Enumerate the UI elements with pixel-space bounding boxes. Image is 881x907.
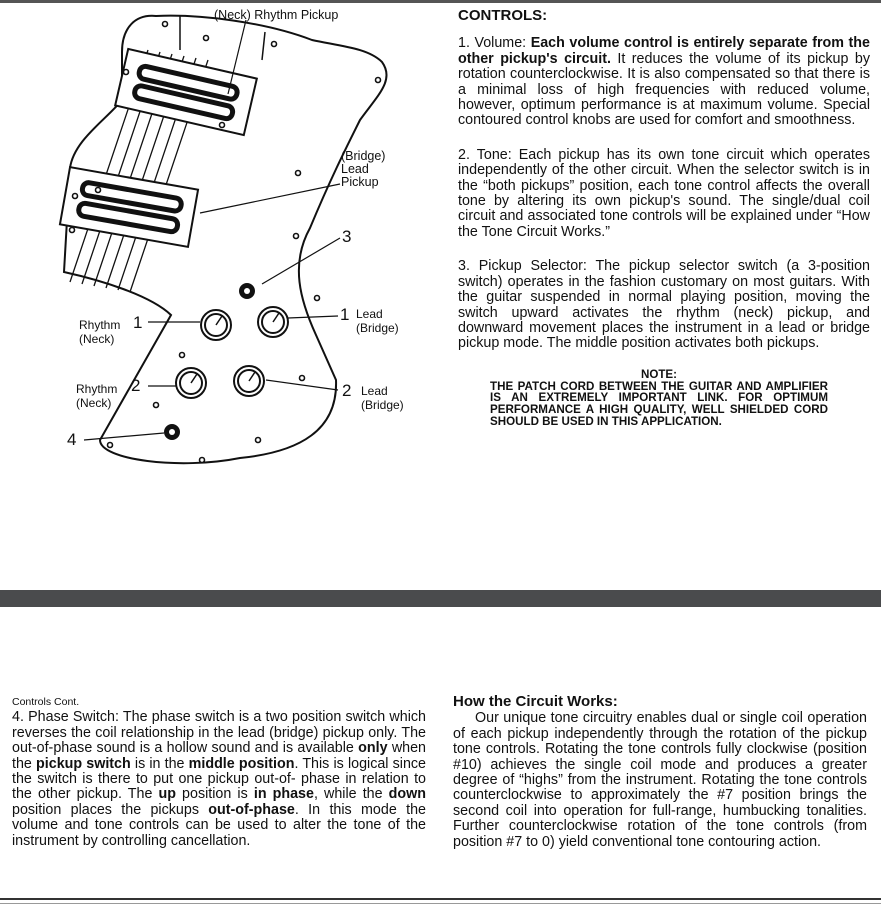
callout-2-left: 2 (131, 376, 141, 395)
callout-3: 3 (342, 227, 352, 246)
bottom-rule (0, 898, 881, 900)
controls-cont-heading: Controls Cont. (12, 696, 80, 708)
callout-rhythm-volume-label: Rhythm (Neck) (79, 318, 121, 346)
pickup-selector-paragraph: 3. Pickup Selector: The pickup selector switch (a 3-position switch) operates in the fashion customary on most guitars. With the guitar suspended in normal playing position, moving the switch upward activates the rhythm (neck) pickup, and downward movement places the instrument in a lead or bridge pickup mode. The middle position activates both pickups. (458, 258, 870, 352)
volume-paragraph: 1. Volume: Each volume control is entirely separate from the other pickup's circuit. It reduces the volume of its pickup by rotation counterclockwise. It is also compensated so that there is a minimal loss of high frequencies with reduced volume, however, optimum performance is at maximum volume. Special contoured control knobs are used for comfort and smoothness. (458, 35, 870, 129)
how-circuit-heading: How the Circuit Works: (453, 693, 618, 710)
tone-paragraph: 2. Tone: Each pickup has its own tone circuit which operates independently of the other circuit. When the selector switch is in the “both pickups” position, each tone control affects the overall tone by altering its own pickup's sound. The single/dual coil circuit and associated tone controls will be explained under “How the Tone Circuit Works.” (458, 146, 870, 240)
how-circuit-paragraph: Our unique tone circuitry enables dual or single coil operation of each pickup independently through the rotation of the pickup tone controls. Rotating the tone controls fully clockwise (position #10) achieves the single coil mode and produces a greater degree of “highs” from the instrument. Rotating the tone controls counterclockwise to approximately the #7 position brings the second coil into operation for full-range, humbucking tonalities. Further counterclockwise rotation of the tone controls (from position #7 to 0) yield conventional tone contouring action. (453, 710, 867, 850)
control-knobs (176, 307, 288, 398)
note-text: THE PATCH CORD BETWEEN THE GUITAR AND AMPLIFIER IS AN EXTREMELY IMPORTANT LINK. FOR OPTIMUM PERFORMANCE A HIGH QUALITY, WELL SHIELDED CORD SHOULD BE USED IN THIS APPLICATION. (490, 379, 828, 428)
callout-4: 4 (67, 430, 77, 449)
callout-rhythm-tone-label: Rhythm (Neck) (76, 382, 118, 410)
how-circuit-section (453, 694, 867, 850)
note-title: NOTE: (640, 367, 678, 381)
bottom-rule-thin (0, 903, 881, 904)
pickguard-diagram (0, 0, 440, 590)
callout-1-right: 1 (340, 305, 350, 324)
bridge-pickup (60, 167, 198, 247)
controls-section (458, 8, 870, 428)
callout-lead-volume-label: Lead (Bridge) (356, 307, 399, 335)
phase-switch-paragraph: 4. Phase Switch: The phase switch is a two position switch which reverses the coil relationship in the lead (bridge) pickup only. The out-of-phase sound is a hollow sound and is available only when the pickup switch is in the middle position. This is logical since the switch is there to put one pickup out-of- phase in relation to the other pickup. The up position is in phase, while the down position places the pickups out-of-phase. In this mode the volume and tone controls can be used to alter the tone of the instrument by controlling cancellation. (12, 709, 426, 849)
callout-lead-tone-label: Lead (Bridge) (361, 384, 404, 412)
callout-2-right: 2 (342, 381, 352, 400)
callout-1-left: 1 (133, 313, 143, 332)
page-break-bar (0, 590, 881, 607)
neck-pickup-label: (Neck) Rhythm Pickup (214, 8, 339, 22)
controls-heading: CONTROLS: (458, 7, 548, 24)
neck-pocket (180, 16, 265, 60)
patch-cord-note (490, 369, 828, 428)
bridge-pickup-label: (Bridge) Lead Pickup (341, 149, 386, 189)
controls-cont-section (12, 695, 426, 849)
